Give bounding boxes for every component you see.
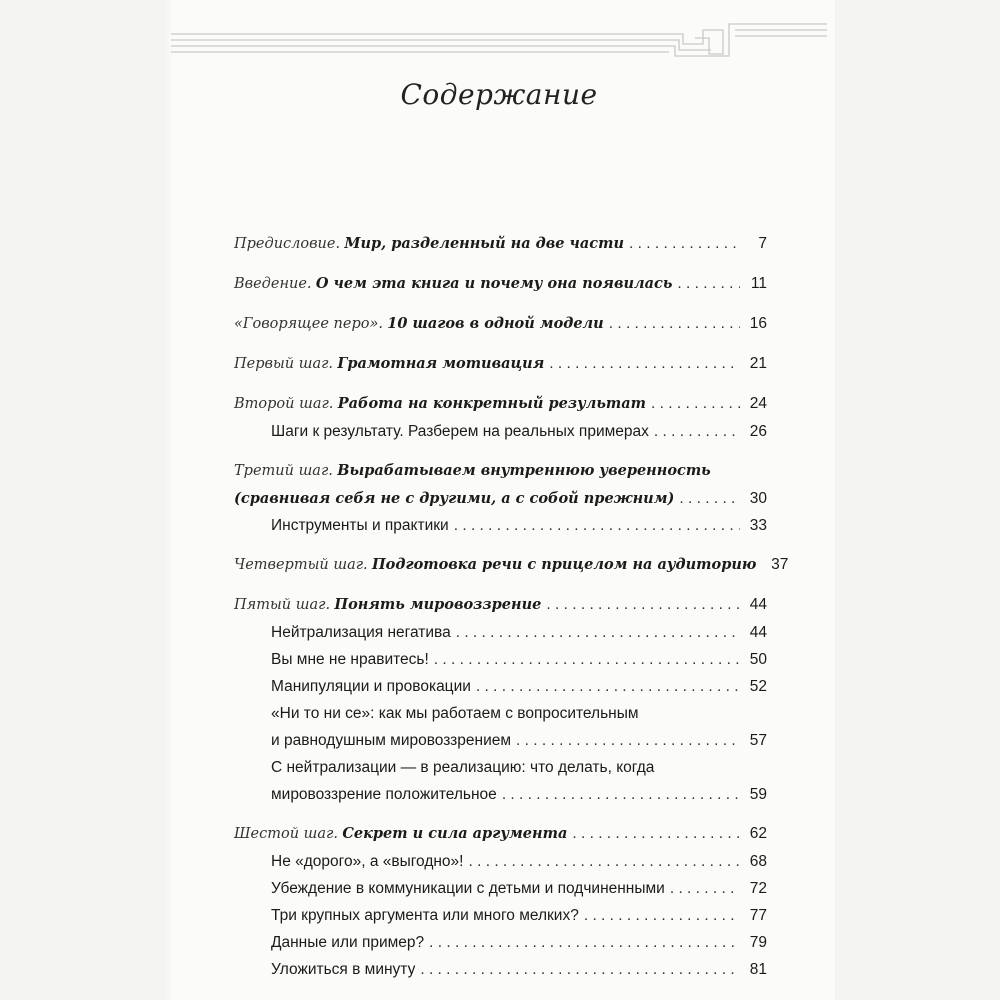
toc-entry-step-5[interactable]: [234, 591, 767, 619]
header-ornament: [163, 20, 835, 66]
page-number: 26: [749, 423, 767, 440]
entry-prefix: Второй шаг.: [234, 396, 334, 412]
toc-subentry-not-expensive[interactable]: [234, 848, 767, 875]
dot-leader: [654, 418, 740, 445]
page-number: 50: [749, 651, 767, 668]
dot-leader: [434, 646, 740, 673]
subentry-title: Уложиться в минуту: [271, 961, 416, 978]
toc-subentry-persuasion-children[interactable]: [234, 875, 767, 902]
dot-leader: [476, 673, 740, 700]
entry-prefix: Четвертый шаг.: [234, 557, 368, 573]
toc-subentry-tools[interactable]: [234, 512, 767, 539]
toc-entry-introduction[interactable]: [234, 270, 767, 298]
toc-entry-step-1[interactable]: [234, 350, 767, 378]
entry-prefix: Третий шаг.: [234, 463, 333, 479]
subentry-title-continued: мировоззрение положительное: [271, 786, 497, 803]
subentry-title: Шаги к результату. Разберем на реальных примерах: [271, 423, 649, 440]
page-number: 44: [749, 624, 767, 641]
page-number: 21: [749, 355, 767, 372]
toc-subentry-data-or-example[interactable]: [234, 929, 767, 956]
entry-prefix: Шестой шаг.: [234, 826, 338, 842]
dot-leader: [468, 848, 740, 875]
toc-entry-talking-pen[interactable]: [234, 310, 767, 338]
entry-prefix: Предисловие.: [234, 236, 341, 252]
dot-leader: [456, 619, 740, 646]
entry-title: Работа на конкретный результат: [337, 395, 647, 412]
dot-leader: [679, 485, 740, 512]
page-number: 68: [749, 853, 767, 870]
entry-prefix: Введение.: [234, 276, 312, 292]
entry-prefix: Первый шаг.: [234, 356, 334, 372]
page-gutter-shadow: [163, 0, 173, 1000]
dot-leader: [572, 820, 740, 847]
page-number: 81: [749, 961, 767, 978]
toc-entry-step-3[interactable]: [234, 457, 767, 512]
entry-title: О чем эта книга и почему она появилась: [315, 275, 673, 292]
toc-entry-step-2[interactable]: [234, 390, 767, 418]
toc-subentry-three-arguments[interactable]: [234, 902, 767, 929]
entry-prefix: Пятый шаг.: [234, 597, 331, 613]
dot-leader: [609, 310, 740, 337]
toc-entry-step-6[interactable]: [234, 820, 767, 848]
page-number: 72: [749, 880, 767, 897]
subentry-title: Три крупных аргумента или много мелких?: [271, 907, 579, 924]
entry-title: Подготовка речи с прицелом на аудиторию: [371, 556, 757, 573]
entry-title: 10 шагов в одной модели: [387, 315, 604, 332]
subentry-title: Не «дорого», а «выгодно»!: [271, 853, 464, 870]
toc-subentry-one-minute[interactable]: [234, 956, 767, 983]
subentry-title-continued: и равнодушным мировоззрением: [271, 732, 512, 749]
dot-leader: [677, 270, 740, 297]
dot-leader: [516, 727, 740, 754]
page-number: 59: [749, 786, 767, 803]
page-number: 24: [749, 395, 767, 412]
subentry-title: Вы мне не нравитесь!: [271, 651, 429, 668]
table-of-contents: [234, 230, 789, 983]
subentry-title: Манипуляции и провокации: [271, 678, 471, 695]
toc-subentry-neutralization[interactable]: [234, 619, 767, 646]
subentry-title: Нейтрализация негатива: [271, 624, 451, 641]
dot-leader: [651, 390, 740, 417]
page-number: 33: [749, 517, 767, 534]
page-number: 62: [749, 825, 767, 842]
entry-title: Понять мировоззрение: [334, 596, 542, 613]
entry-title: Грамотная мотивация: [337, 355, 545, 372]
subentry-title: Инструменты и практики: [271, 517, 449, 534]
toc-subentry-manipulation[interactable]: [234, 673, 767, 700]
entry-prefix: «Говорящее перо».: [234, 316, 383, 332]
dot-leader: [502, 781, 740, 808]
dot-leader: [670, 875, 740, 902]
page-number: 37: [771, 556, 789, 573]
page-number: 16: [749, 315, 767, 332]
toc-entry-step-4[interactable]: [234, 551, 789, 579]
dot-leader: [429, 929, 740, 956]
page-number: 77: [749, 907, 767, 924]
entry-title: Вырабатываем внутреннюю уверенность: [337, 462, 711, 479]
toc-subentry-realization[interactable]: [234, 754, 767, 808]
page-number: 57: [749, 732, 767, 749]
page-number: 52: [749, 678, 767, 695]
entry-title: Секрет и сила аргумента: [342, 825, 568, 842]
toc-subentry-steps-to-result[interactable]: [234, 418, 767, 445]
page-number: 44: [749, 596, 767, 613]
subentry-title: С нейтрализации — в реализацию: что делать, когда: [271, 759, 655, 776]
page-number: 30: [749, 490, 767, 507]
page-number: 11: [750, 275, 767, 292]
dot-leader: [420, 956, 740, 983]
dot-leader: [629, 230, 740, 257]
dot-leader: [454, 512, 740, 539]
page-number: 79: [749, 934, 767, 951]
entry-title: Мир, разделенный на две части: [344, 235, 625, 252]
toc-subentry-neither[interactable]: [234, 700, 767, 754]
toc-entry-preface[interactable]: [234, 230, 767, 258]
toc-subentry-dislike[interactable]: [234, 646, 767, 673]
subentry-title: Данные или пример?: [271, 934, 425, 951]
subentry-title: «Ни то ни се»: как мы работаем с вопросительным: [271, 705, 639, 722]
dot-leader: [546, 591, 740, 618]
dot-leader: [584, 902, 740, 929]
dot-leader: [549, 350, 740, 377]
page-title: Содержание: [400, 78, 598, 111]
entry-title-continued: (сравнивая себя не с другими, а с собой прежним): [234, 490, 675, 507]
subentry-title: Убеждение в коммуникации с детьми и подчиненными: [271, 880, 665, 897]
page-number: 7: [758, 235, 767, 252]
